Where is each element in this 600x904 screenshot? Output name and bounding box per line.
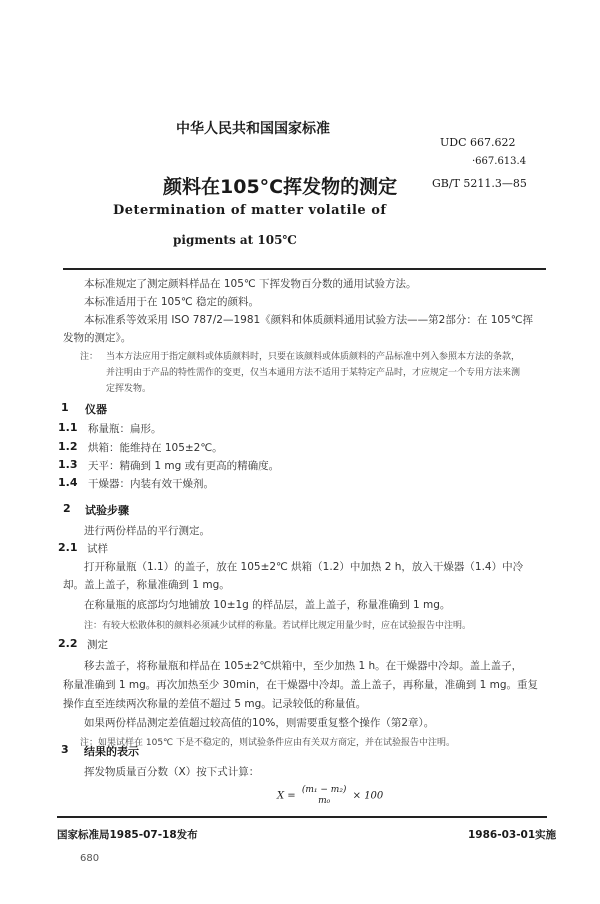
- paragraph: 挥发物质量百分数（X）按下式计算：: [84, 766, 260, 778]
- subsection-title: 测定: [87, 639, 108, 651]
- item-number: 1.3: [58, 458, 78, 471]
- title-english-1: Determination of matter volatile of: [113, 203, 387, 218]
- note: 注：如果试样在 105℃ 下是不稳定的，则试验条件应由有关双方商定，并在试验报告中注明。: [80, 738, 456, 748]
- footer-rule: [57, 816, 547, 818]
- document-title: 颜料在105°C挥发物的测定: [163, 176, 398, 198]
- paragraph-line: 却。盖上盖子，称量准确到 1 mg。: [63, 579, 230, 591]
- paragraph-line: 操作直至连续两次称量的差值不超过 5 mg。记录较低的称量值。: [63, 698, 367, 710]
- formula-numerator: (m₁ − m₂): [301, 785, 347, 795]
- section-3-number: 3: [61, 743, 69, 756]
- intro-line: 本标准规定了测定颜料样品在 105℃ 下挥发物百分数的通用试验方法。: [84, 278, 417, 290]
- effective-date: 1986-03-01实施: [468, 829, 557, 841]
- item-text: 称量瓶：扁形。: [88, 423, 162, 435]
- standard-number: GB/T 5211.3—85: [432, 177, 527, 190]
- paragraph: 进行两份样品的平行测定。: [84, 525, 210, 537]
- formula: [277, 785, 383, 807]
- section-1-number: 1: [61, 401, 69, 414]
- item-number: 1.2: [58, 440, 78, 453]
- note: 注：有较大松散体积的颜料必须减少试样的称量。若试样比规定用量少时，应在试验报告中注明。: [84, 621, 472, 631]
- formula-rhs: × 100: [352, 790, 384, 802]
- formula-lhs: X =: [277, 790, 296, 802]
- page-number: 680: [80, 853, 100, 864]
- section-2-number: 2: [63, 502, 71, 515]
- item-number: 1.1: [58, 421, 78, 434]
- note-label: 注：: [80, 352, 99, 362]
- paragraph-line: 如果两份样品测定差值超过较高值的10%，则需要重复整个操作（第2章）。: [84, 717, 435, 729]
- paragraph-line: 称量准确到 1 mg。再次加热至少 30min，在干燥器中冷却。盖上盖子，再称量，准确到 1 mg。重复: [63, 679, 538, 691]
- note-line: 定挥发物。: [106, 384, 152, 394]
- subsection-number: 2.2: [58, 637, 78, 650]
- paragraph-line: 移去盖子，将称量瓶和样品在 105±2℃烘箱中，至少加热 1 h。在干燥器中冷却。盖上盖子，: [84, 660, 523, 672]
- intro-line: 本标准系等效采用 ISO 787/2—1981《颜料和体质颜料通用试验方法——第2部分：在 105℃挥: [84, 314, 534, 326]
- item-text: 天平：精确到 1 mg 或有更高的精确度。: [88, 460, 280, 472]
- intro-line: 发物的测定》。: [63, 332, 132, 344]
- issuing-org: 中华人民共和国国家标准: [176, 121, 330, 137]
- formula-fraction: [302, 785, 347, 807]
- udc-code-2: ·667.613.4: [472, 156, 527, 167]
- paragraph-line: 在称量瓶的底部均匀地铺放 10±1g 的样品层，盖上盖子，称量准确到 1 mg。: [84, 599, 451, 611]
- note-line: 并注明由于产品的特性需作的变更，仅当本通用方法不适用于某特定产品时，才应规定一个专用方法来测: [106, 368, 521, 378]
- item-text: 烘箱：能维持在 105±2℃。: [88, 442, 223, 454]
- issue-date: 国家标准局1985-07-18发布: [57, 829, 198, 841]
- paragraph-line: 打开称量瓶（1.1）的盖子，放在 105±2℃ 烘箱（1.2）中加热 2 h，放入干燥器（1.4）中冷: [84, 561, 524, 573]
- subsection-title: 试样: [87, 543, 108, 555]
- header-rule: [63, 268, 546, 270]
- udc-code: UDC 667.622: [440, 136, 516, 149]
- note-line: 当本方法应用于指定颜料或体质颜料时，只要在该颜料或体质颜料的产品标准中列入参照本方法的条款，: [106, 352, 521, 362]
- item-text: 干燥器：内装有效干燥剂。: [88, 478, 214, 490]
- title-english-2: pigments at 105℃: [173, 233, 297, 247]
- section-3-title: 结果的表示: [84, 745, 139, 758]
- section-1-title: 仪器: [85, 403, 107, 416]
- subsection-number: 2.1: [58, 541, 78, 554]
- section-2-title: 试验步骤: [85, 504, 129, 517]
- intro-line: 本标准适用于在 105℃ 稳定的颜料。: [84, 296, 260, 308]
- item-number: 1.4: [58, 476, 78, 489]
- formula-denominator: m₀: [318, 796, 331, 806]
